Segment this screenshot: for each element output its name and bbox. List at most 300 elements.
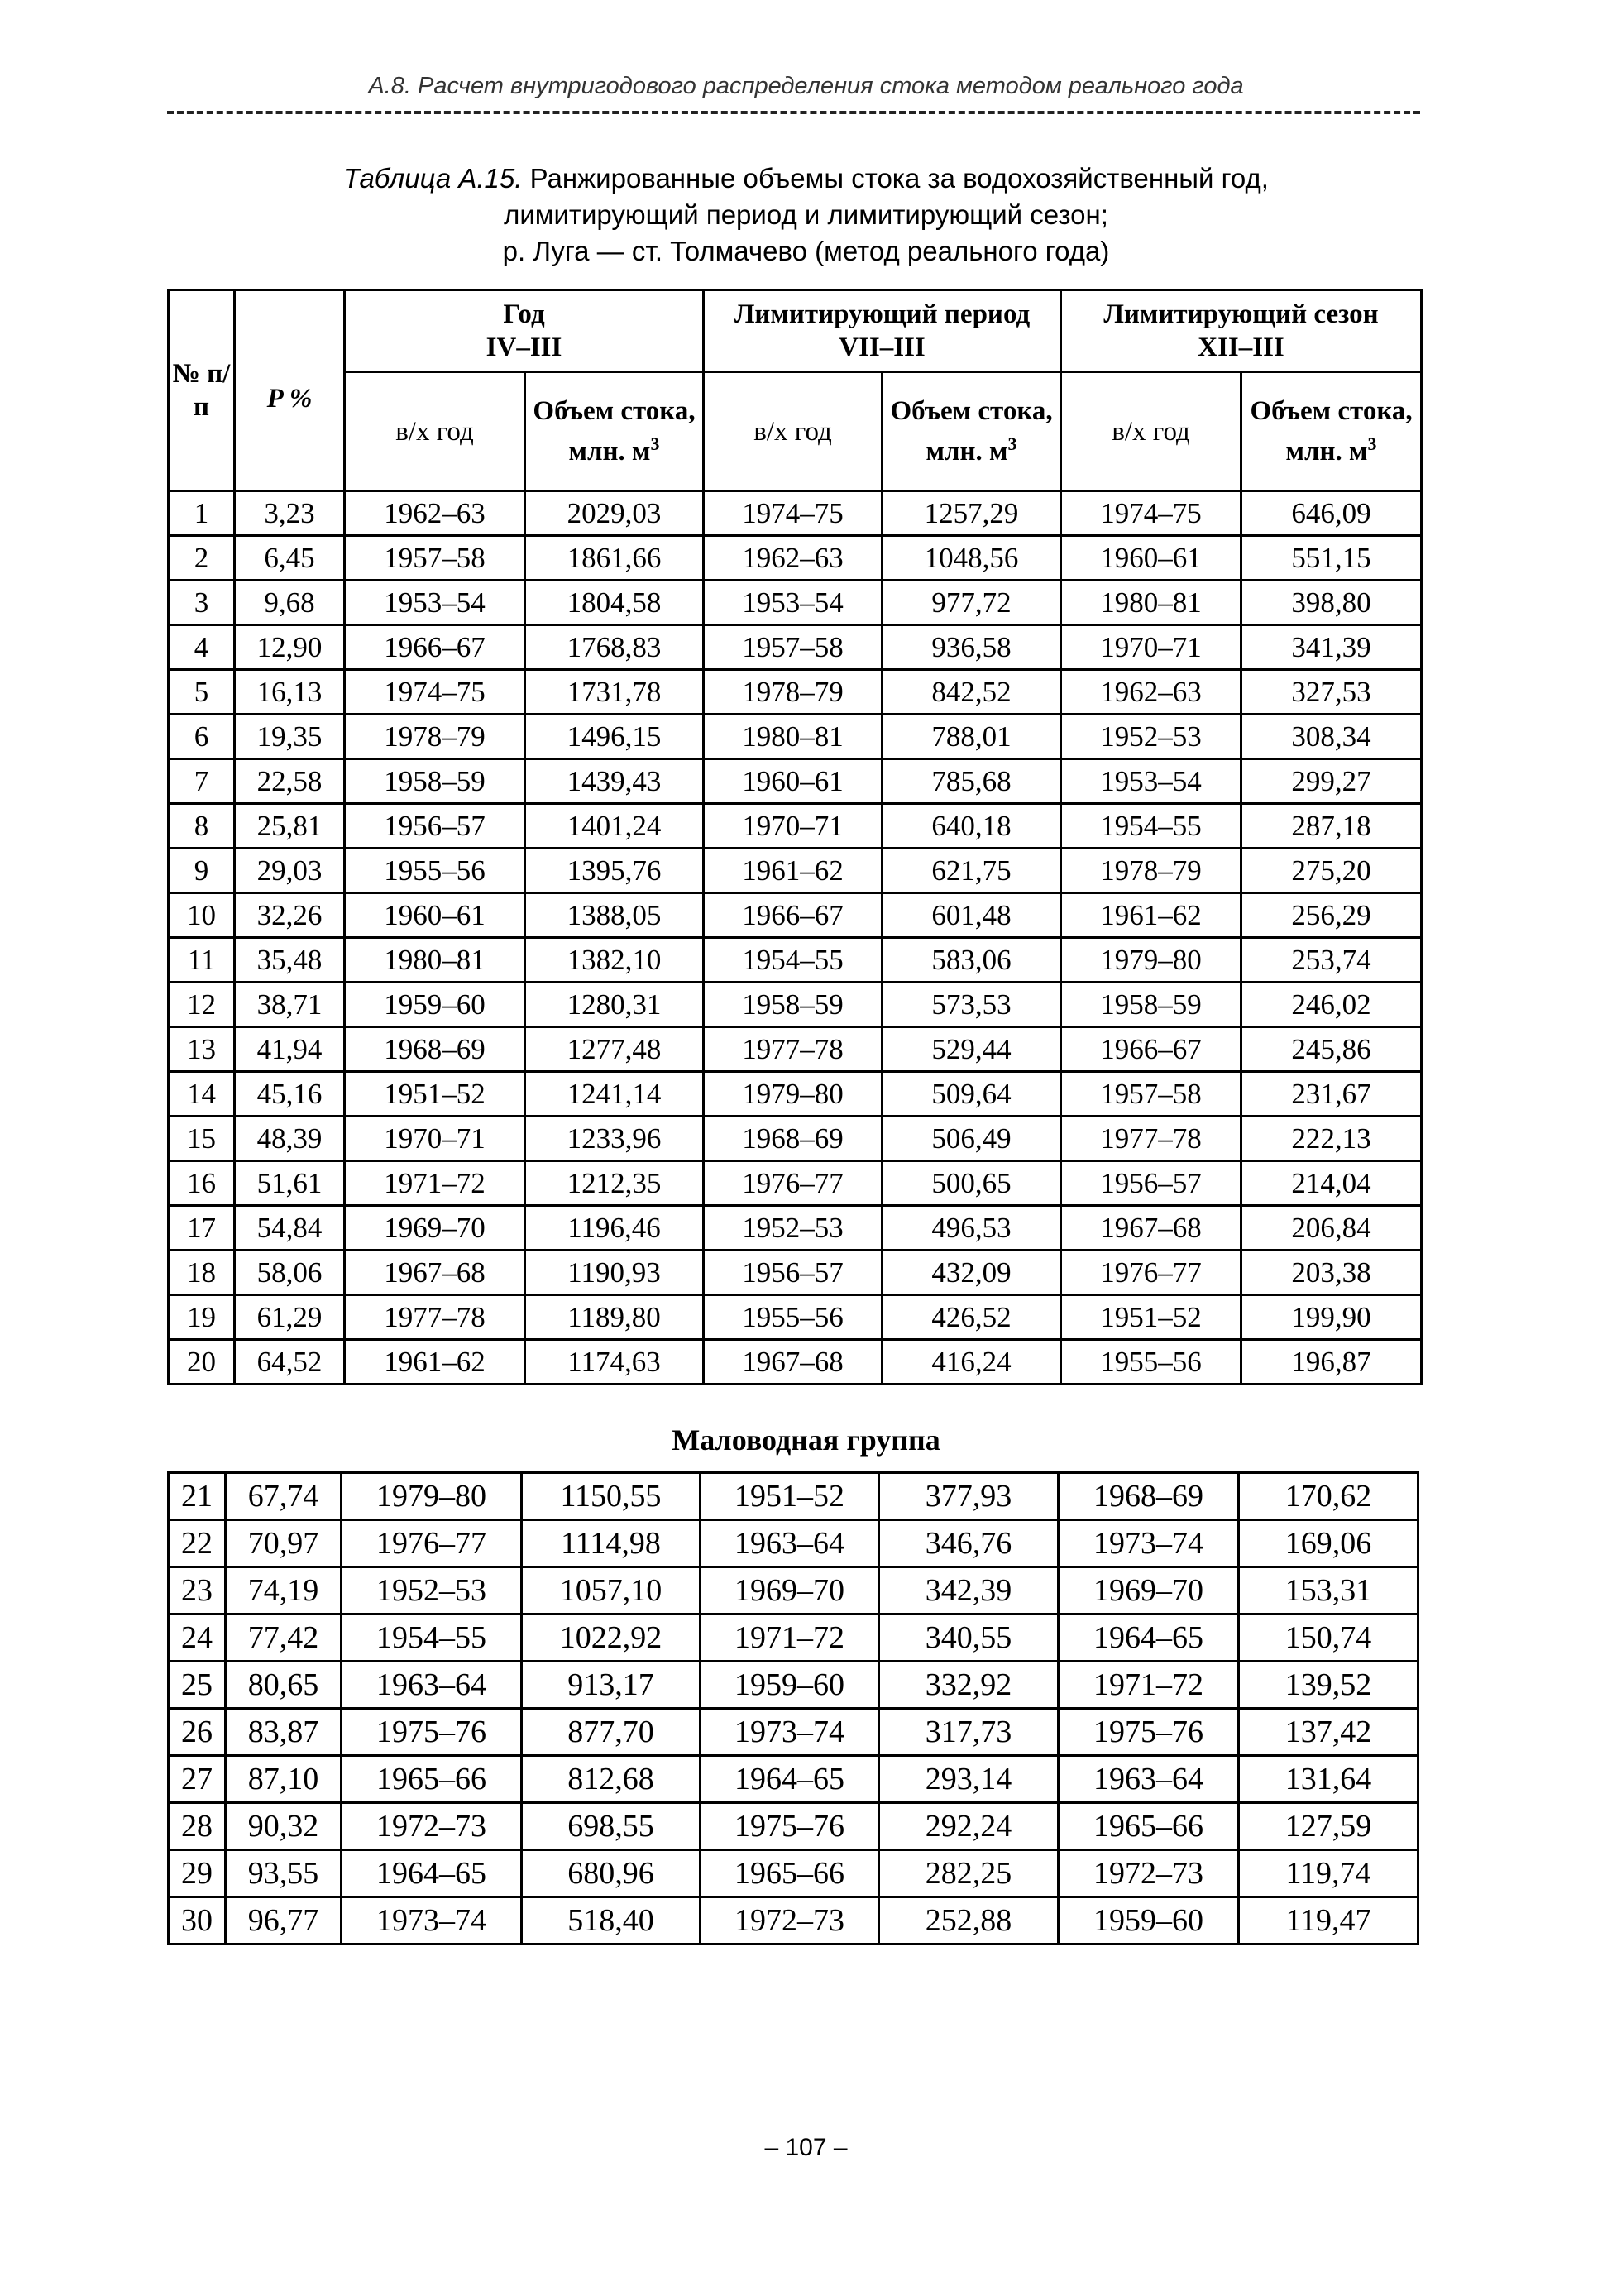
table-row [169, 1520, 1418, 1567]
table-cell: 96,77 [226, 1897, 342, 1944]
table-row [169, 1340, 1422, 1385]
table-cell: 432,09 [883, 1251, 1061, 1295]
table-cell: 7 [169, 759, 235, 804]
table-cell: 1962–63 [345, 491, 525, 536]
table-cell: 1190,93 [525, 1251, 704, 1295]
table-cell: 877,70 [522, 1709, 701, 1756]
header-volume-col [883, 372, 1061, 491]
table-cell: 317,73 [879, 1709, 1059, 1756]
table-cell: 842,52 [883, 670, 1061, 715]
table-cell: 17 [169, 1206, 235, 1251]
table-cell: 1196,46 [525, 1206, 704, 1251]
table-row [169, 1295, 1422, 1340]
table-cell: 1976–77 [1061, 1251, 1241, 1295]
table-row [169, 1251, 1422, 1295]
table-cell: 5 [169, 670, 235, 715]
volume-label: Объем стока, млн. м [1250, 396, 1413, 466]
table-cell: 27 [169, 1756, 226, 1803]
header-number: № п/п [169, 290, 235, 491]
table-cell: 214,04 [1241, 1161, 1422, 1206]
table-cell: 1970–71 [1061, 625, 1241, 670]
table-cell: 10 [169, 893, 235, 938]
table-cell: 1957–58 [704, 625, 883, 670]
table-cell: 153,31 [1239, 1567, 1418, 1614]
table-row [169, 1161, 1422, 1206]
table-cell: 139,52 [1239, 1662, 1418, 1709]
table-cell: 1114,98 [522, 1520, 701, 1567]
table-cell: 1861,66 [525, 536, 704, 581]
table-cell: 1968–69 [704, 1117, 883, 1161]
table-cell: 1382,10 [525, 938, 704, 983]
table-cell: 127,59 [1239, 1803, 1418, 1850]
caption-line3: р. Луга — ст. Толмачево (метод реального года) [502, 236, 1110, 266]
volume-unit-sup: 3 [650, 433, 660, 454]
table-cell: 24 [169, 1614, 226, 1662]
table-cell: 1955–56 [1061, 1340, 1241, 1385]
table-cell: 275,20 [1241, 849, 1422, 893]
table-cell: 137,42 [1239, 1709, 1418, 1756]
table-cell: 1961–62 [1061, 893, 1241, 938]
table-cell: 1257,29 [883, 491, 1061, 536]
header-probability: P % [235, 290, 345, 491]
table-row [169, 804, 1422, 849]
table-cell: 1980–81 [1061, 581, 1241, 625]
table-cell: 1953–54 [704, 581, 883, 625]
table-cell: 1957–58 [1061, 1072, 1241, 1117]
table-cell: 299,27 [1241, 759, 1422, 804]
table-cell: 1971–72 [701, 1614, 879, 1662]
group-title: Лимитирующий сезон [1103, 299, 1379, 329]
table-caption [0, 160, 1612, 270]
table-cell: 292,24 [879, 1803, 1059, 1850]
table-cell: 342,39 [879, 1567, 1059, 1614]
table-cell: 1496,15 [525, 715, 704, 759]
table-row [169, 983, 1422, 1027]
table-row [169, 1850, 1418, 1897]
table-cell: 1973–74 [342, 1897, 522, 1944]
table-cell: 1241,14 [525, 1072, 704, 1117]
table-cell: 8 [169, 804, 235, 849]
table-cell: 19 [169, 1295, 235, 1340]
table-cell: 1977–78 [345, 1295, 525, 1340]
table-cell: 196,87 [1241, 1340, 1422, 1385]
table-cell: 1962–63 [1061, 670, 1241, 715]
table-cell: 1959–60 [1059, 1897, 1239, 1944]
table-cell: 1965–66 [342, 1756, 522, 1803]
table-cell: 2029,03 [525, 491, 704, 536]
table-cell: 1972–73 [1059, 1850, 1239, 1897]
volume-unit-sup: 3 [1367, 433, 1377, 454]
table-cell: 256,29 [1241, 893, 1422, 938]
table-cell: 29,03 [235, 849, 345, 893]
table-cell: 1212,35 [525, 1161, 704, 1206]
table-cell: 25 [169, 1662, 226, 1709]
table-cell: 12,90 [235, 625, 345, 670]
table-row [169, 1206, 1422, 1251]
table-cell: 6 [169, 715, 235, 759]
table-row [169, 1072, 1422, 1117]
table-row [169, 1897, 1418, 1944]
low-water-group-title: Маловодная группа [672, 1423, 940, 1457]
table-cell: 70,97 [226, 1520, 342, 1567]
table-cell: 1401,24 [525, 804, 704, 849]
table-cell: 206,84 [1241, 1206, 1422, 1251]
table-cell: 1978–79 [345, 715, 525, 759]
table-cell: 11 [169, 938, 235, 983]
table-row [169, 849, 1422, 893]
table-cell: 1969–70 [701, 1567, 879, 1614]
table-cell: 1966–67 [1061, 1027, 1241, 1072]
table-cell: 67,74 [226, 1473, 342, 1520]
table-cell: 1964–65 [342, 1850, 522, 1897]
group-title: Лимитирующий период [734, 299, 1031, 329]
table-cell: 1963–64 [1059, 1756, 1239, 1803]
table-cell: 1967–68 [1061, 1206, 1241, 1251]
table-cell: 1952–53 [342, 1567, 522, 1614]
table-cell: 1961–62 [345, 1340, 525, 1385]
table-cell: 1022,92 [522, 1614, 701, 1662]
table-cell: 1057,10 [522, 1567, 701, 1614]
table-cell: 1967–68 [345, 1251, 525, 1295]
table-cell: 1963–64 [701, 1520, 879, 1567]
table-cell: 496,53 [883, 1206, 1061, 1251]
table-row [169, 536, 1422, 581]
table-cell: 22,58 [235, 759, 345, 804]
table-cell: 1973–74 [701, 1709, 879, 1756]
table-row [169, 759, 1422, 804]
table-cell: 1277,48 [525, 1027, 704, 1072]
table-cell: 1965–66 [701, 1850, 879, 1897]
table-cell: 1953–54 [345, 581, 525, 625]
table-cell: 252,88 [879, 1897, 1059, 1944]
table-cell: 601,48 [883, 893, 1061, 938]
header-group-period [704, 290, 1061, 372]
table-cell: 621,75 [883, 849, 1061, 893]
table-cell: 93,55 [226, 1850, 342, 1897]
caption-line2: лимитирующий период и лимитирующий сезон; [504, 199, 1108, 230]
table-cell: 1973–74 [1059, 1520, 1239, 1567]
table-cell: 80,65 [226, 1662, 342, 1709]
table-cell: 58,06 [235, 1251, 345, 1295]
table-cell: 293,14 [879, 1756, 1059, 1803]
table-cell: 1975–76 [342, 1709, 522, 1756]
table-cell: 35,48 [235, 938, 345, 983]
table-cell: 913,17 [522, 1662, 701, 1709]
table-cell: 1965–66 [1059, 1803, 1239, 1850]
table-cell: 1964–65 [701, 1756, 879, 1803]
table-cell: 341,39 [1241, 625, 1422, 670]
table-cell: 1974–75 [704, 491, 883, 536]
table-cell: 170,62 [1239, 1473, 1418, 1520]
header-group-year [345, 290, 704, 372]
table-cell: 500,65 [883, 1161, 1061, 1206]
table-cell: 1969–70 [345, 1206, 525, 1251]
group-sub: IV–III [486, 332, 562, 362]
table-row [169, 1756, 1418, 1803]
table-cell: 1972–73 [342, 1803, 522, 1850]
table-cell: 131,64 [1239, 1756, 1418, 1803]
table-cell: 1977–78 [1061, 1117, 1241, 1161]
table-cell: 45,16 [235, 1072, 345, 1117]
header-group-season [1061, 290, 1422, 372]
table-row [169, 670, 1422, 715]
table-row [169, 1027, 1422, 1072]
table-cell: 1971–72 [1059, 1662, 1239, 1709]
table-cell: 308,34 [1241, 715, 1422, 759]
table-row [169, 1473, 1418, 1520]
table-cell: 640,18 [883, 804, 1061, 849]
table-cell: 1979–80 [1061, 938, 1241, 983]
table-row [169, 938, 1422, 983]
table-row [169, 715, 1422, 759]
table-cell: 1976–77 [704, 1161, 883, 1206]
table-cell: 54,84 [235, 1206, 345, 1251]
table-cell: 1980–81 [704, 715, 883, 759]
table-cell: 83,87 [226, 1709, 342, 1756]
table-cell: 25,81 [235, 804, 345, 849]
table-cell: 1958–59 [345, 759, 525, 804]
table-cell: 1958–59 [1061, 983, 1241, 1027]
table-cell: 1959–60 [345, 983, 525, 1027]
table-cell: 12 [169, 983, 235, 1027]
table-cell: 1966–67 [345, 625, 525, 670]
table-cell: 1955–56 [704, 1295, 883, 1340]
table-cell: 398,80 [1241, 581, 1422, 625]
table-cell: 1963–64 [342, 1662, 522, 1709]
table-cell: 19,35 [235, 715, 345, 759]
table-cell: 119,74 [1239, 1850, 1418, 1897]
table-cell: 509,64 [883, 1072, 1061, 1117]
table-cell: 30 [169, 1897, 226, 1944]
table-cell: 1974–75 [1061, 491, 1241, 536]
table-cell: 64,52 [235, 1340, 345, 1385]
table-cell: 29 [169, 1850, 226, 1897]
table-cell: 48,39 [235, 1117, 345, 1161]
table-cell: 1977–78 [704, 1027, 883, 1072]
table-row [169, 1567, 1418, 1614]
table-cell: 1395,76 [525, 849, 704, 893]
table-cell: 4 [169, 625, 235, 670]
table-cell: 1189,80 [525, 1295, 704, 1340]
table-cell: 551,15 [1241, 536, 1422, 581]
table-cell: 18 [169, 1251, 235, 1295]
table-cell: 77,42 [226, 1614, 342, 1662]
table-cell: 1956–57 [1061, 1161, 1241, 1206]
table-cell: 245,86 [1241, 1027, 1422, 1072]
table-cell: 51,61 [235, 1161, 345, 1206]
table-cell: 222,13 [1241, 1117, 1422, 1161]
table-cell: 87,10 [226, 1756, 342, 1803]
table-row [169, 1803, 1418, 1850]
table-cell: 1980–81 [345, 938, 525, 983]
table-cell: 426,52 [883, 1295, 1061, 1340]
table-cell: 1951–52 [1061, 1295, 1241, 1340]
table-cell: 246,02 [1241, 983, 1422, 1027]
table-cell: 1731,78 [525, 670, 704, 715]
group-title: Год [503, 299, 545, 329]
table-cell: 13 [169, 1027, 235, 1072]
table-cell: 1975–76 [1059, 1709, 1239, 1756]
table-cell: 231,67 [1241, 1072, 1422, 1117]
table-cell: 1233,96 [525, 1117, 704, 1161]
table-cell: 1952–53 [1061, 715, 1241, 759]
table-cell: 1 [169, 491, 235, 536]
table-cell: 1954–55 [342, 1614, 522, 1662]
table-cell: 21 [169, 1473, 226, 1520]
table-cell: 15 [169, 1117, 235, 1161]
table-cell: 61,29 [235, 1295, 345, 1340]
table-cell: 812,68 [522, 1756, 701, 1803]
table-cell: 680,96 [522, 1850, 701, 1897]
table-cell: 529,44 [883, 1027, 1061, 1072]
table-cell: 1958–59 [704, 983, 883, 1027]
table-cell: 287,18 [1241, 804, 1422, 849]
table-cell: 1974–75 [345, 670, 525, 715]
table-cell: 1956–57 [345, 804, 525, 849]
table-cell: 1952–53 [704, 1206, 883, 1251]
table-cell: 327,53 [1241, 670, 1422, 715]
page-number: – 107 – [764, 2134, 848, 2161]
table-cell: 1969–70 [1059, 1567, 1239, 1614]
volume-label: Объем стока, млн. м [890, 396, 1053, 466]
table-row [169, 491, 1422, 536]
table-cell: 3,23 [235, 491, 345, 536]
table-cell: 1960–61 [704, 759, 883, 804]
header-divider [167, 111, 1420, 114]
table-cell: 16,13 [235, 670, 345, 715]
table-cell: 38,71 [235, 983, 345, 1027]
table-cell: 646,09 [1241, 491, 1422, 536]
table-cell: 1979–80 [342, 1473, 522, 1520]
table-cell: 573,53 [883, 983, 1061, 1027]
table-cell: 1964–65 [1059, 1614, 1239, 1662]
table-cell: 22 [169, 1520, 226, 1567]
table-cell: 1970–71 [704, 804, 883, 849]
table-cell: 1971–72 [345, 1161, 525, 1206]
table-cell: 1956–57 [704, 1251, 883, 1295]
table-cell: 1955–56 [345, 849, 525, 893]
table-cell: 1953–54 [1061, 759, 1241, 804]
table-cell: 977,72 [883, 581, 1061, 625]
caption-line1: Ранжированные объемы стока за водохозяйственный год, [522, 163, 1269, 194]
table-row [169, 1614, 1418, 1662]
table-cell: 416,24 [883, 1340, 1061, 1385]
table-cell: 1804,58 [525, 581, 704, 625]
main-table [167, 289, 1423, 1385]
table-cell: 282,25 [879, 1850, 1059, 1897]
table-cell: 1951–52 [701, 1473, 879, 1520]
table-cell: 698,55 [522, 1803, 701, 1850]
table-cell: 253,74 [1241, 938, 1422, 983]
header-year-col: в/х год [1061, 372, 1241, 491]
table-row [169, 1117, 1422, 1161]
table-cell: 150,74 [1239, 1614, 1418, 1662]
table-cell: 1954–55 [1061, 804, 1241, 849]
table-cell: 1979–80 [704, 1072, 883, 1117]
table-cell: 1961–62 [704, 849, 883, 893]
table-cell: 1439,43 [525, 759, 704, 804]
caption-label: Таблица А.15. [343, 163, 523, 194]
table-cell: 1975–76 [701, 1803, 879, 1850]
group-sub: XII–III [1198, 332, 1284, 362]
table-cell: 1960–61 [1061, 536, 1241, 581]
table-cell: 1150,55 [522, 1473, 701, 1520]
table-cell: 936,58 [883, 625, 1061, 670]
table-row [169, 1709, 1418, 1756]
table-cell: 169,06 [1239, 1520, 1418, 1567]
table-cell: 518,40 [522, 1897, 701, 1944]
table-cell: 346,76 [879, 1520, 1059, 1567]
table-cell: 6,45 [235, 536, 345, 581]
table-cell: 1174,63 [525, 1340, 704, 1385]
table-cell: 788,01 [883, 715, 1061, 759]
table-cell: 28 [169, 1803, 226, 1850]
table-cell: 199,90 [1241, 1295, 1422, 1340]
table-cell: 119,47 [1239, 1897, 1418, 1944]
table-row [169, 625, 1422, 670]
table-cell: 203,38 [1241, 1251, 1422, 1295]
table-cell: 14 [169, 1072, 235, 1117]
table-cell: 74,19 [226, 1567, 342, 1614]
table-cell: 20 [169, 1340, 235, 1385]
table-cell: 26 [169, 1709, 226, 1756]
table-cell: 23 [169, 1567, 226, 1614]
table-row [169, 893, 1422, 938]
table-cell: 1280,31 [525, 983, 704, 1027]
low-water-table [167, 1471, 1419, 1945]
table-cell: 1972–73 [701, 1897, 879, 1944]
table-cell: 340,55 [879, 1614, 1059, 1662]
table-cell: 9,68 [235, 581, 345, 625]
table-cell: 1978–79 [704, 670, 883, 715]
table-cell: 1968–69 [345, 1027, 525, 1072]
table-cell: 1957–58 [345, 536, 525, 581]
table-cell: 785,68 [883, 759, 1061, 804]
table-row [169, 581, 1422, 625]
header-volume-col [525, 372, 704, 491]
table-cell: 90,32 [226, 1803, 342, 1850]
table-cell: 41,94 [235, 1027, 345, 1072]
table-cell: 332,92 [879, 1662, 1059, 1709]
table-cell: 1966–67 [704, 893, 883, 938]
table-cell: 1967–68 [704, 1340, 883, 1385]
volume-unit-sup: 3 [1007, 433, 1017, 454]
table-cell: 1954–55 [704, 938, 883, 983]
table-cell: 1388,05 [525, 893, 704, 938]
table-cell: 506,49 [883, 1117, 1061, 1161]
header-year-col: в/х год [704, 372, 883, 491]
table-cell: 377,93 [879, 1473, 1059, 1520]
table-cell: 2 [169, 536, 235, 581]
header-volume-col [1241, 372, 1422, 491]
table-cell: 1976–77 [342, 1520, 522, 1567]
table-cell: 9 [169, 849, 235, 893]
table-cell: 1978–79 [1061, 849, 1241, 893]
table-cell: 3 [169, 581, 235, 625]
group-sub: VII–III [839, 332, 926, 362]
table-row [169, 1662, 1418, 1709]
table-cell: 32,26 [235, 893, 345, 938]
volume-label: Объем стока, млн. м [533, 396, 696, 466]
table-cell: 1968–69 [1059, 1473, 1239, 1520]
table-cell: 1970–71 [345, 1117, 525, 1161]
table-cell: 1960–61 [345, 893, 525, 938]
table-cell: 1962–63 [704, 536, 883, 581]
table-cell: 583,06 [883, 938, 1061, 983]
table-cell: 1959–60 [701, 1662, 879, 1709]
header-year-col: в/х год [345, 372, 525, 491]
table-cell: 1951–52 [345, 1072, 525, 1117]
